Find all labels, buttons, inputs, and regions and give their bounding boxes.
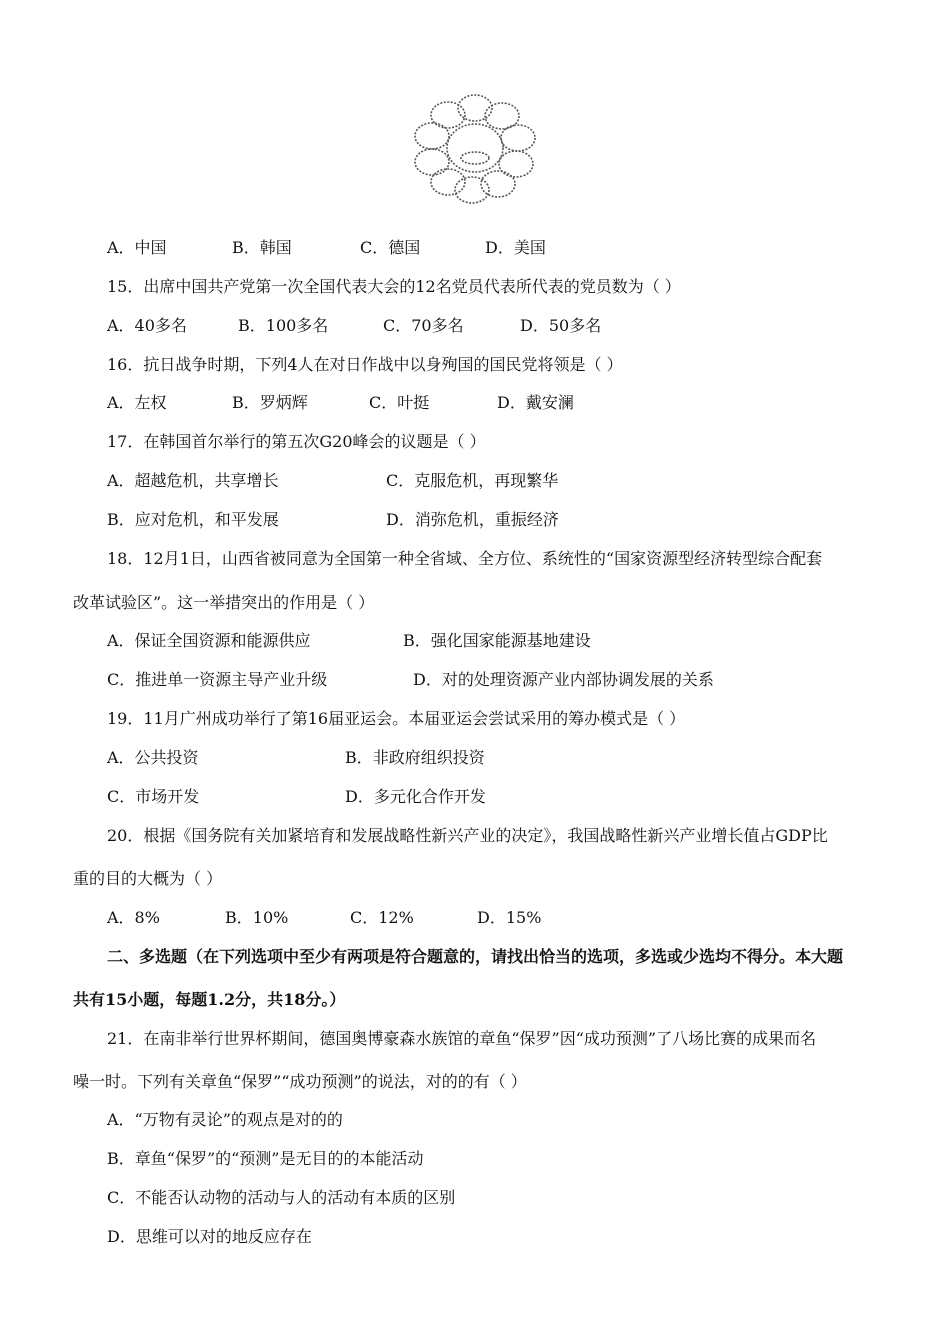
q21-option-c: C．不能否认动物的活动与人的活动有本质的区别 (107, 1188, 456, 1207)
q21-stem-line1: 21．在南非举行世界杯期间，德国奥博豪森水族馆的章鱼“保罗”因“成功预测”了八场比赛的成果而名 (107, 1029, 817, 1048)
q15-option-b: B．100多名 (238, 316, 329, 335)
q21-option-d: D．思维可以对的地反应存在 (107, 1227, 312, 1246)
q14-option-d: D．美国 (485, 238, 546, 257)
q15-stem: 15．出席中国共产党第一次全国代表大会的12名党员代表所代表的党员数为（ ） (107, 277, 681, 296)
emblem-logo (412, 88, 538, 206)
q14-option-b: B．韩国 (232, 238, 292, 257)
q14-option-c: C．德国 (360, 238, 421, 257)
section2-heading-line1: 二、多选题（在下列选项中至少有两项是符合题意的，请找出恰当的选项，多选或少选均不得分。本大题 (107, 947, 844, 966)
q18-option-c: C．推进单一资源主导产业升级 (107, 670, 328, 689)
q18-stem-line1: 18．12月1日，山西省被同意为全国第一种全省域、全方位、系统性的“国家资源型经济转型综合配套 (107, 549, 823, 568)
q19-option-d: D．多元化合作开发 (345, 787, 486, 806)
section2-heading-line2: 共有15小题，每题1.2分，共18分。） (73, 990, 346, 1009)
q15-option-c: C．70多名 (383, 316, 464, 335)
q15-option-d: D．50多名 (520, 316, 602, 335)
q20-option-b: B．10% (225, 908, 289, 927)
q16-option-d: D．戴安澜 (497, 393, 574, 412)
q21-stem-line2: 噪一时。下列有关章鱼“保罗”“成功预测”的说法，对的的有（ ） (73, 1072, 527, 1091)
q18-option-a: A．保证全国资源和能源供应 (107, 631, 311, 650)
q16-stem: 16．抗日战争时期，下列4人在对日作战中以身殉国的国民党将领是（ ） (107, 355, 623, 374)
q17-option-a: A．超越危机，共享增长 (107, 471, 279, 490)
q19-option-b: B．非政府组织投资 (345, 748, 485, 767)
q17-option-d: D．消弥危机，重振经济 (386, 510, 559, 529)
q20-stem-line2: 重的目的大概为（ ） (73, 869, 223, 888)
q18-option-b: B．强化国家能源基地建设 (403, 631, 591, 650)
q19-option-c: C．市场开发 (107, 787, 200, 806)
q15-option-a: A．40多名 (107, 316, 187, 335)
q14-option-a: A．中国 (107, 238, 167, 257)
q18-option-d: D．对的处理资源产业内部协调发展的关系 (413, 670, 714, 689)
q16-option-b: B．罗炳辉 (232, 393, 308, 412)
q20-option-c: C．12% (350, 908, 414, 927)
q19-stem: 19．11月广州成功举行了第16届亚运会。本届亚运会尝试采用的筹办模式是（ ） (107, 709, 686, 728)
q21-option-b: B．章鱼“保罗”的“预测”是无目的的本能活动 (107, 1149, 424, 1168)
q17-stem: 17．在韩国首尔举行的第五次G20峰会的议题是（ ） (107, 432, 486, 451)
q19-option-a: A．公共投资 (107, 748, 199, 767)
q17-option-b: B．应对危机，和平发展 (107, 510, 279, 529)
q16-option-a: A．左权 (107, 393, 167, 412)
q20-option-a: A．8% (107, 908, 160, 927)
q20-stem-line1: 20．根据《国务院有关加紧培育和发展战略性新兴产业的决定》，我国战略性新兴产业增长值占GDP比 (107, 826, 828, 845)
q17-option-c: C．克服危机，再现繁华 (386, 471, 559, 490)
q16-option-c: C．叶挺 (369, 393, 430, 412)
q21-option-a: A．“万物有灵论”的观点是对的的 (107, 1110, 343, 1129)
q20-option-d: D．15% (477, 908, 542, 927)
q18-stem-line2: 改革试验区”。这一举措突出的作用是（ ） (73, 593, 375, 612)
